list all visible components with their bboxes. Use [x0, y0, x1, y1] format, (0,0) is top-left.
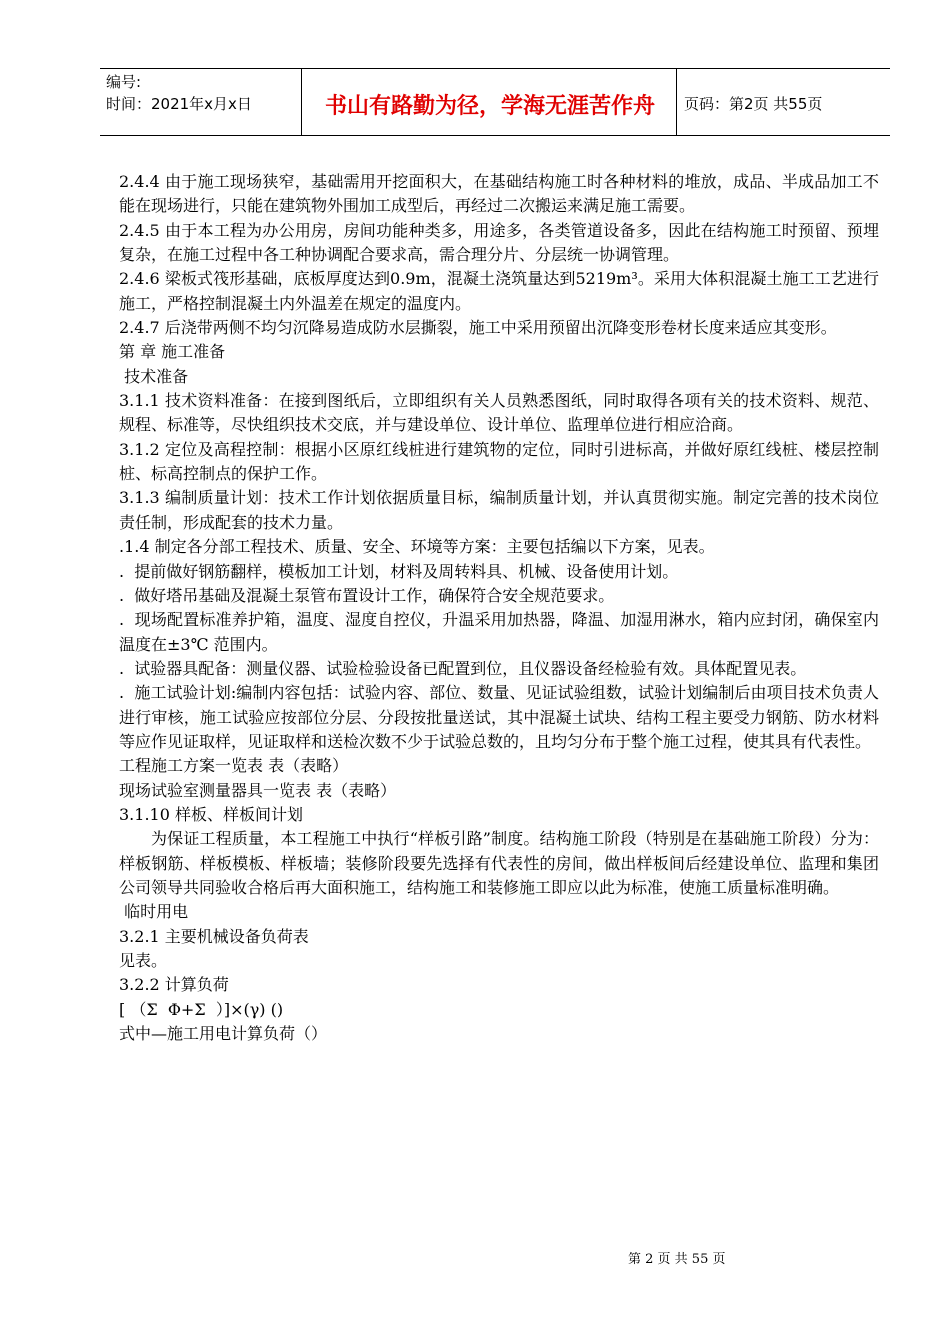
list-item-curing-box: . 现场配置标准养护箱，温度、湿度自控仪，升温采用加热器，降温、加湿用淋水，箱内应封闭，确保室内温度在±3℃ 范围内。	[119, 610, 879, 654]
paragraph-sample-plan: 为保证工程质量，本工程施工中执行“样板引路”制度。结构施工阶段（特别是在基础施工阶段）分为：样板钢筋、样板模板、样板墙；装修阶段要先选择有代表性的房间，做出样板间后经建设单位、监理和集团公司领导共同验收合格后再大面积施工，结构施工和装修施工即应以此为标准，使施工质量标准明确。	[119, 829, 879, 897]
chapter-heading: 第 章 施工准备	[119, 342, 226, 362]
paragraph-3-1-4: .1.4 制定各分部工程技术、质量、安全、环境等方案：主要包括编以下方案，见表。	[119, 537, 715, 557]
paragraph-3-1-10: 3.1.10 样板、样板间计划	[119, 804, 303, 824]
paragraph-2-4-6: 2.4.6 梁板式筏形基础，底板厚度达到0.9m，混凝土浇筑量达到5219m³。采用大体积混凝土施工工艺进行施工，严格控制混凝土内外温差在规定的温度内。	[119, 269, 879, 313]
header-meta	[106, 71, 302, 115]
document-body	[119, 170, 879, 1046]
section-heading-temp-power: 临时用电	[119, 902, 189, 922]
paragraph-see-table: 见表。	[119, 951, 168, 970]
paragraph-3-2-2: 3.2.2 计算负荷	[119, 975, 229, 995]
header-page-info: 页码：第2页 共55页	[684, 95, 823, 113]
paragraph-3-1-3: 3.1.3 编制质量计划：技术工作计划依据质量目标，编制质量计划，并认真贯彻实施。制定完善的技术岗位责任制，形成配套的技术力量。	[119, 488, 879, 532]
header-divider-left	[301, 69, 302, 135]
table-caption-instruments: 现场试验室测量器具一览表 表（表略）	[119, 780, 397, 800]
page-header	[100, 68, 890, 136]
header-motto: 书山有路勤为径，学海无涯苦作舟	[324, 94, 655, 119]
formula-line: [ （Σ Φ+Σ ）]×(γ) ()	[119, 999, 284, 1019]
header-time-label: 时间：2021年x月x日	[106, 95, 252, 113]
section-heading-tech-prep: 技术准备	[119, 366, 189, 386]
table-caption-schemes: 工程施工方案一览表 表（表略）	[119, 756, 349, 776]
paragraph-2-4-5: 2.4.5 由于本工程为办公用房，房间功能种类多，用途多，各类管道设备多，因此在结构施工时预留、预埋复杂，在施工过程中各工种协调配合要求高，需合理分片、分层统一协调管理。	[119, 220, 879, 265]
paragraph-2-4-4: 2.4.4 由于施工现场狭窄，基础需用开挖面积大，在基础结构施工时各种材料的堆放，成品、半成品加工不能在现场进行，只能在建筑物外围加工成型后，再经过二次搬运来满足施工需要。	[119, 172, 879, 216]
list-item-tower-crane: . 做好塔吊基础及混凝土泵管布置设计工作，确保符合安全规范要求。	[119, 585, 615, 605]
paragraph-3-1-2: 3.1.2 定位及高程控制：根据小区原红线桩进行建筑物的定位，同时引进标高，并做好原红线桩、楼层控制桩、标高控制点的保护工作。	[119, 439, 879, 484]
paragraph-3-2-1: 3.2.1 主要机械设备负荷表	[119, 926, 309, 946]
page-footer: 第 2 页 共 55 页	[628, 1252, 726, 1267]
list-item-test-equipment: . 试验器具配备：测量仪器、试验检验设备已配置到位，且仪器设备经检验有效。具体配置见表。	[119, 658, 807, 678]
header-number-label: 编号:	[106, 73, 142, 91]
list-item-test-plan: . 施工试验计划:编制内容包括：试验内容、部位、数量、见证试验组数，试验计划编制后由项目技术负责人进行审核，施工试验应按部位分层、分段按批量送试，其中混凝土试块、结构工程主要受力钢筋、防水材料等应作见证取样，见证取样和送检次数不少于试验总数的，且均匀分布于整个施工过程，使其具有代表性。	[119, 683, 879, 751]
paragraph-3-1-1: 3.1.1 技术资料准备：在接到图纸后，立即组织有关人员熟悉图纸，同时取得各项有关的技术资料、规范、规程、标准等，尽快组织技术交底，并与建设单位、设计单位、监理单位进行相应洽商。	[119, 391, 879, 435]
formula-definition: 式中—施工用电计算负荷（）	[119, 1024, 328, 1044]
header-divider-right	[676, 69, 677, 135]
paragraph-2-4-7: 2.4.7 后浇带两侧不均匀沉降易造成防水层撕裂，施工中采用预留出沉降变形卷材长度来适应其变形。	[119, 318, 837, 338]
list-item-rebar-plan: . 提前做好钢筋翻样，模板加工计划，材料及周转料具、机械、设备使用计划。	[119, 561, 679, 581]
